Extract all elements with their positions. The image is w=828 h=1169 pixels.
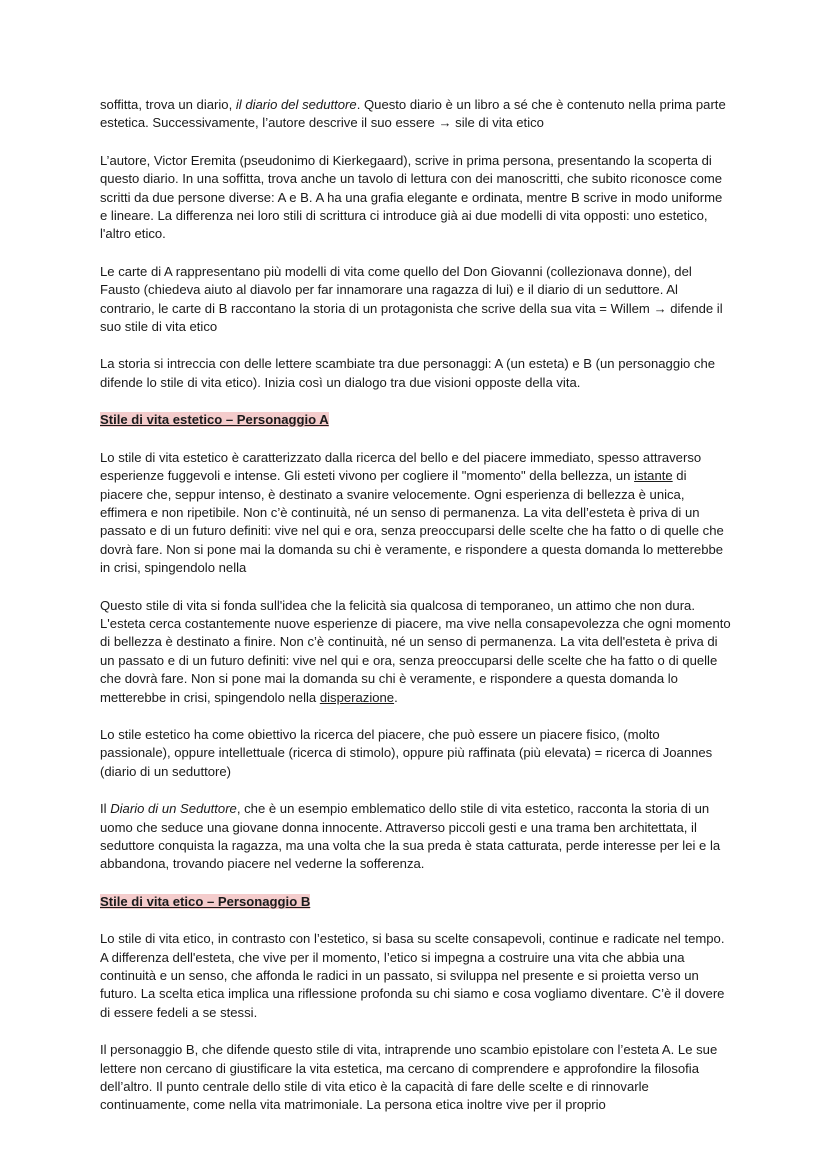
paragraph-5: Lo stile di vita estetico è caratterizzato dalla ricerca del bello e del piacere immediato, spesso attraverso esperienze fuggevoli e intense. Gli esteti vivono per cogliere il "momento" della bellezza, un istante di piacere che, seppur intenso, è destinato a svanire velocemente. Ogni esperienza di bellezza è unica, effimera e non ripetibile. Non c’è continuità, né un senso di permanenza. La vita dell’esteta è priva di un passato e di un futuro definiti: vive nel qui e ora, senza preoccuparsi delle scelte che ha fatto o di quelle che dovrà fare. Non si pone mai la domanda su chi è veramente, e rispondere a questa domanda lo metterebbe in crisi, spingendolo nella <box>100 449 724 576</box>
paragraph-2: L’autore, Victor Eremita (pseudonimo di Kierkegaard), scrive in prima persona, presentando la scoperta di questo diario. In una soffitta, trova anche un tavolo di lettura con dei manoscritti, che subito riconosce come scritti da due persone diverse: A e B. A ha una grafia elegante e ordinata, mentre B scrive in modo uniforme e lineare. La differenza nei loro stili di scrittura ci introduce già ai due modelli di vita opposti: uno estetico, l'altro etico. <box>100 152 723 242</box>
paragraph-7: Lo stile estetico ha come obiettivo la ricerca del piacere, che può essere un piacere fisico, (molto passionale), oppure intellettuale (ricerca di stimolo), oppure più raffinata (più elevata) = ricerca di Joannes (diario di un seduttore) <box>100 726 713 779</box>
paragraph-6: Questo stile di vita si fonda sull'idea che la felicità sia qualcosa di temporaneo, un attimo che non dura. L'esteta cerca costantemente nuove esperienze di piacere, ma vive nella consapevolezza che ogni momento di bellezza è destinato a finire. Non c’è continuità, né un senso di permanenza. La vita dell'esteta è priva di un passato e di un futuro definiti: vive nel qui e ora, senza preoccuparsi delle scelte che ha fatto o di quelle che dovrà fare. Non si pone mai la domanda su chi è veramente, e rispondere a questa domanda lo metterebbe in crisi, spingendolo nella disperazione. <box>100 597 731 705</box>
paragraph-8: Il Diario di un Seduttore, che è un esempio emblematico dello stile di vita estetico, racconta la storia di un uomo che seduce una giovane donna innocente. Attraverso piccoli gesti e una trama ben architettata, il seduttore conquista la ragazza, ma una volta che la sua preda è stata catturata, perde interesse per lei e la abbandona, trovando piacere nel vederne la sofferenza. <box>100 801 721 872</box>
heading-etico: Stile di vita etico – Personaggio B <box>100 893 311 909</box>
paragraph-1: soffitta, trova un diario, il diario del seduttore. Questo diario è un libro a sé che è contenuto nella prima parte estetica. Successivamente, l’autore descrive il suo essere → sile di vita etico <box>100 97 726 131</box>
paragraph-10: Il personaggio B, che difende questo stile di vita, intraprende uno scambio epistolare con l’esteta A. Le sue lettere non cercano di giustificare la vita estetica, ma cercano di comprendere e approfondire la filosofia dell’altro. Il punto centrale dello stile di vita etico è la capacità di fare delle scelte e di rinnovarle continuamente, come nella vita matrimoniale. La persona etica inoltre vive per il proprio <box>100 1042 718 1113</box>
paragraph-9: Lo stile di vita etico, in contrasto con l’estetico, si basa su scelte consapevoli, continue e radicate nel tempo. A differenza dell'esteta, che vive per il momento, l’etico si impegna a costruire una vita che abbia una continuità e un senso, che affonda le radici in un passato, si sviluppa nel presente e si proietta verso un futuro. La scelta etica implica una riflessione profonda su chi siamo e cosa vogliamo diventare. C’è il dovere di essere fedeli a se stessi. <box>100 931 725 1020</box>
document-page <box>100 96 732 1134</box>
paragraph-3: Le carte di A rappresentano più modelli di vita come quello del Don Giovanni (collezionava donne), del Fausto (chiedeva aiuto al diavolo per far innamorare una ragazza di lui) e il diario di un seduttore. Al contrario, le carte di B raccontano la storia di un protagonista che scrive della sua vita = Willem → difende il suo stile di vita etico <box>100 263 723 335</box>
heading-estetico: Stile di vita estetico – Personaggio A <box>100 412 329 428</box>
paragraph-4: La storia si intreccia con delle lettere scambiate tra due personaggi: A (un esteta) e B (un personaggio che difende lo stile di vita etico). Inizia così un dialogo tra due visioni opposte della vita. <box>100 356 716 390</box>
